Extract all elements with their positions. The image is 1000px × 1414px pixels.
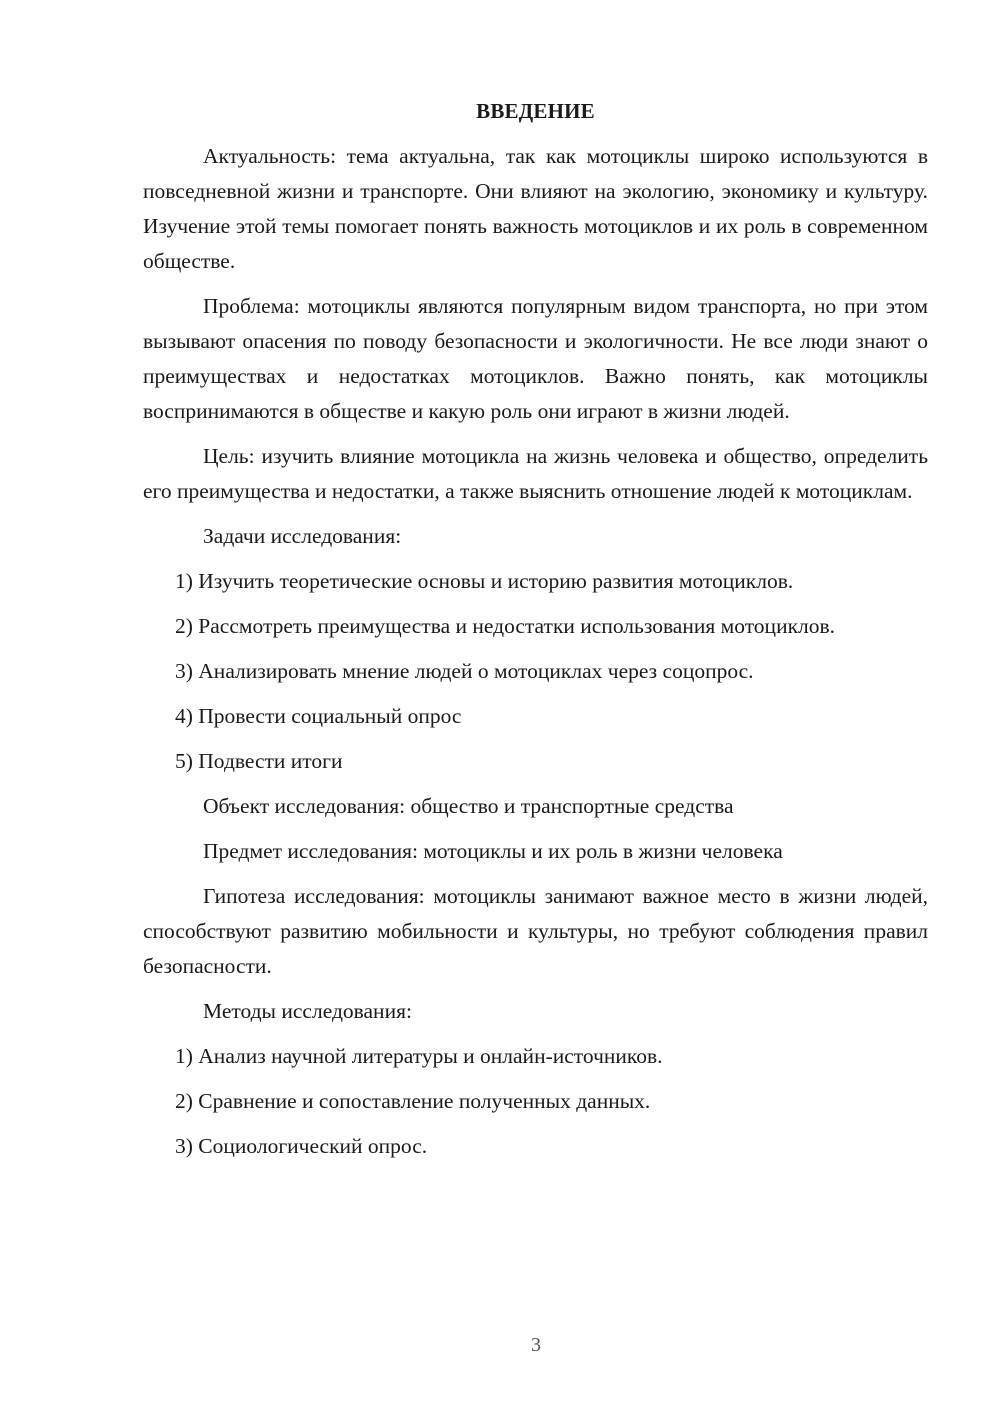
task-item-1: 1) Изучить теоретические основы и историю развития мотоциклов. xyxy=(175,569,794,593)
paragraph-relevance: Актуальность: тема актуальна, так как мотоциклы широко используются в повседневной жизни и транспорте. Они влияют на экологию, экономику и культуру. Изучение этой темы помогает понять важность мотоциклов и их роль в современном обществе. xyxy=(143,144,928,273)
task-item-3: 3) Анализировать мнение людей о мотоциклах через соцопрос. xyxy=(175,659,754,683)
task-item-4: 4) Провести социальный опрос xyxy=(175,704,462,728)
paragraph-subject: Предмет исследования: мотоциклы и их роль в жизни человека xyxy=(203,839,783,863)
section-heading: ВВЕДЕНИЕ xyxy=(476,99,595,123)
page-number: 3 xyxy=(531,1334,541,1356)
paragraph-object: Объект исследования: общество и транспортные средства xyxy=(203,794,734,818)
methods-title: Методы исследования: xyxy=(203,999,412,1023)
paragraph-hypothesis: Гипотеза исследования: мотоциклы занимают важное место в жизни людей, способствуют развитию мобильности и культуры, но требуют соблюдения правил безопасности. xyxy=(143,884,928,978)
paragraph-problem: Проблема: мотоциклы являются популярным видом транспорта, но при этом вызывают опасения по поводу безопасности и экологичности. Не все люди знают о преимуществах и недостатках мотоциклов. Важно понять, как мотоциклы воспринимаются в обществе и какую роль они играют в жизни людей. xyxy=(143,294,928,423)
method-item-1: 1) Анализ научной литературы и онлайн-источников. xyxy=(175,1044,663,1068)
task-item-5: 5) Подвести итоги xyxy=(175,749,343,773)
method-item-3: 3) Социологический опрос. xyxy=(175,1134,428,1158)
task-item-2: 2) Рассмотреть преимущества и недостатки использования мотоциклов. xyxy=(175,614,836,638)
page-content xyxy=(143,96,928,1174)
paragraph-goal: Цель: изучить влияние мотоцикла на жизнь человека и общество, определить его преимущества и недостатки, а также выяснить отношение людей к мотоциклам. xyxy=(143,444,928,503)
method-item-2: 2) Сравнение и сопоставление полученных данных. xyxy=(175,1089,651,1113)
tasks-title: Задачи исследования: xyxy=(203,524,402,548)
